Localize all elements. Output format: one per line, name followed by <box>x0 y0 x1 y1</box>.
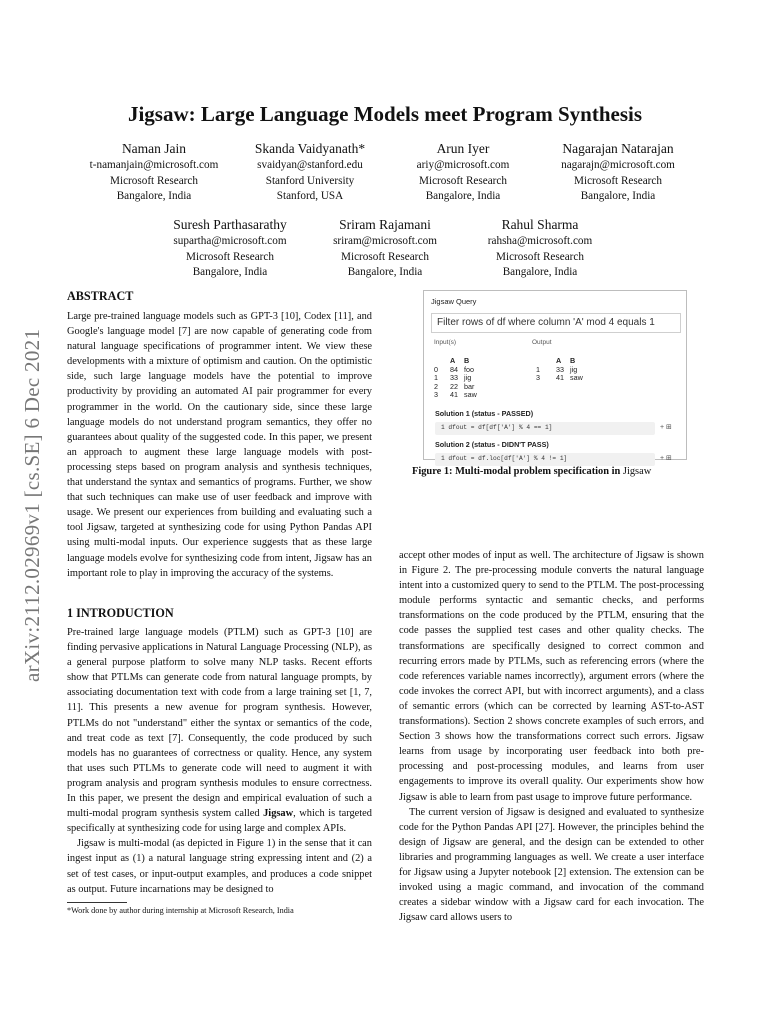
footnote-rule <box>67 902 127 903</box>
author-block <box>300 216 470 281</box>
solution-2-title: Solution 2 (status - DIDN'T PASS) <box>435 440 549 449</box>
table-cell: 3 <box>536 373 540 383</box>
author-block <box>145 216 315 281</box>
table-header: A <box>450 356 456 365</box>
author-location: Bangalore, India <box>347 266 423 278</box>
author-email: ariy@microsoft.com <box>416 159 510 171</box>
table-row <box>434 366 483 375</box>
table-cell: jig <box>464 373 472 383</box>
table-cell: 1 <box>434 373 438 383</box>
table-cell: 41 <box>556 373 564 383</box>
table-header: A <box>556 356 562 365</box>
table-cell: saw <box>570 373 583 383</box>
right-paragraph-1: accept other modes of input as well. The architecture of Jigsaw is shown in Figure 2. The pre-processing module converts the natural language intent into a customized query to send to the PTLM. The post-processing module performs syntactic and semantic checks, and performs transformations on the code produced by the PTLM, ensuring that the code passes the supplied test cases and other quality checks. The transformations are specifically designed to correct common and recurring errors made by PTLMs, such as referencing errors (where the code references variable names incorrectly), argument errors (where the code invokes the correct API, but with incorrect arguments), and a class of semantic errors (which can be corrected by learning AST-to-AST transformations). Section 2 shows concrete examples of such errors, and Section 3 shows how the transformations correct such errors. Jigsaw learns from usage by incorporating user feedback into both pre-processing and post-processing modules, and learns from user engagements to improve its overall quality. Our experiments show how Jigsaw is able to learn from past usage to improve future performance. <box>399 550 704 803</box>
table-cell: 0 <box>434 364 438 374</box>
inputs-label: Input(s) <box>434 339 457 346</box>
table-cell: bar <box>464 381 475 391</box>
author-location: Bangalore, India <box>580 190 656 202</box>
abstract-text: Large pre-trained language models such as GPT-3 [10], Codex [11], and Google's language model [7] are now capable of generating code from natural language specifications of programmer intent. We view these developments with a mixture of optimism and caution. On the optimistic side, such large language models have the potential to improve productivity by providing an automated AI pair programmer for every programmer in the world. On the cautionary side, since these large language models do not understand program semantics, they offer no guarantees about quality of the suggested code. In this paper, we present an approach to augment these large language models with post-processing steps based on program analysis and synthesis techniques, that understand the syntax and semantics of programs. Further, we show that such techniques can make use of user feedback and improve with usage. We present our experiences from building and evaluating such a tool Jigsaw, targeted at synthesizing code for using Python Pandas API using multi-modal inputs. Our experience suggests that as these large language models evolve for synthesizing code from intent, Jigsaw has an important role to play in improving the accuracy of the systems. <box>67 311 372 579</box>
table-cell: 2 <box>434 381 438 391</box>
author-name: Arun Iyer <box>436 141 490 156</box>
arxiv-identifier: arXiv:2112.02969v1 [cs.SE] 6 Dec 2021 <box>20 328 44 682</box>
author-location: Bangalore, India <box>502 266 578 278</box>
table-cell: 33 <box>556 364 564 374</box>
solution-1-title: Solution 1 (status - PASSED) <box>435 409 534 418</box>
solution-1-code: 1 dfout = df[df['A'] % 4 == 1] <box>441 424 553 431</box>
table-cell: foo <box>464 364 474 374</box>
author-affiliation: Microsoft Research <box>419 174 507 187</box>
intro-paragraph-2: Jigsaw is multi-modal (as depicted in Figure 1) in the sense that it can ingest input as (1) a natural language string expressing intent and (2) a set of test cases, or input-output examples, and produces a code snippet as output. Future incarnations may be designed to <box>67 838 372 895</box>
author-location: Bangalore, India <box>192 266 268 278</box>
intro-paragraph-1 <box>67 625 372 836</box>
author-affiliation: Microsoft Research <box>574 174 662 187</box>
author-block <box>69 140 239 205</box>
author-name: Suresh Parthasarathy <box>173 217 287 232</box>
query-text: Filter rows of df where column 'A' mod 4 equals 1 <box>437 317 655 328</box>
author-affiliation: Microsoft Research <box>496 250 584 263</box>
author-name: Rahul Sharma <box>501 217 579 232</box>
author-name: Skanda Vaidyanath* <box>254 141 366 156</box>
output-label: Output <box>532 339 552 346</box>
author-name: Naman Jain <box>121 141 187 156</box>
table-row <box>536 374 589 383</box>
figure-1-caption <box>412 466 651 477</box>
author-email: rahsha@microsoft.com <box>487 235 593 247</box>
author-affiliation: Stanford University <box>265 174 355 187</box>
output-table <box>536 357 589 383</box>
author-email: t-namanjain@microsoft.com <box>89 159 219 171</box>
solution-2-code: 1 dfout = df.loc[df['A'] % 4 != 1] <box>441 455 568 462</box>
intro-text: , which is targeted specifically at synthesizing code for using large and complex APIs. <box>67 808 372 835</box>
right-column-body <box>399 548 704 925</box>
solution-2-code-cell[interactable] <box>435 453 655 466</box>
abstract-heading: ABSTRACT <box>67 289 134 303</box>
footnote: *Work done by author during internship at Microsoft Research, India <box>67 906 294 915</box>
paper-title: Jigsaw: Large Language Models meet Program Synthesis <box>127 102 643 126</box>
solution-1-actions[interactable]: + ⊞ <box>660 424 672 431</box>
table-cell: 33 <box>450 373 458 383</box>
table-cell: 1 <box>536 364 540 374</box>
author-email: svaidyan@stanford.edu <box>257 159 363 171</box>
caption-label: Figure 1: Multi-modal problem specification in <box>412 466 621 477</box>
author-email: sriram@microsoft.com <box>333 235 437 247</box>
query-input[interactable] <box>431 313 681 333</box>
author-location: Stanford, USA <box>276 190 344 202</box>
table-header: B <box>570 356 576 365</box>
table-header-row <box>434 357 483 366</box>
solution-2-actions[interactable]: + ⊞ <box>660 455 672 462</box>
table-cell: 84 <box>450 364 458 374</box>
solution-1-code-cell[interactable] <box>435 422 655 435</box>
author-affiliation: Microsoft Research <box>110 174 198 187</box>
abstract-body <box>67 309 372 581</box>
author-affiliation: Microsoft Research <box>341 250 429 263</box>
author-email: nagarajn@microsoft.com <box>561 159 675 171</box>
author-block <box>225 140 395 205</box>
caption-tool: Jigsaw <box>622 466 652 477</box>
table-cell: 41 <box>450 390 458 400</box>
author-name: Sriram Rajamani <box>339 217 431 232</box>
intro-tool-name: Jigsaw <box>263 808 294 820</box>
table-cell: saw <box>464 390 477 400</box>
table-row <box>434 374 483 383</box>
introduction-body <box>67 625 372 897</box>
author-block <box>378 140 548 205</box>
right-paragraph-2: The current version of Jigsaw is designed and evaluated to synthesize code for the Python Pandas API [27]. However, the principles behind the design of Jigsaw are general, and the design can be extended to other libraries and programming languages as well. We create a user interface for Jigsaw using a Jupyter notebook [2] extension. The extension can be invoked using a magic command, and invocation of the command creates a sidebar window with a Jigsaw card for each invocation. The Jigsaw card allows users to <box>399 806 704 924</box>
author-block <box>455 216 625 281</box>
query-label: Jigsaw Query <box>431 297 477 306</box>
introduction-heading: 1 INTRODUCTION <box>67 606 174 620</box>
table-cell: 22 <box>450 381 458 391</box>
author-email: supartha@microsoft.com <box>173 235 287 247</box>
input-table <box>434 357 483 400</box>
author-name: Nagarajan Natarajan <box>562 141 674 156</box>
table-row <box>434 391 483 400</box>
intro-text: Pre-trained large language models (PTLM) such as GPT-3 [10] are finding pervasive applications in Natural Language Processing (NLP), as a general purpose platform to solve many NLP tasks. Recent efforts show that PTLMs can generate code from natural language prompts, by associating documentation text with code from a large training set [1, 7, 11]. This presents a new avenue for program synthesis. However, PTLMs do not "understand" either the syntax or semantics of the code, and treat code as text [7]. Consequently, the code produced by such models has no guarantees of correctness or quality. Hence, any system that uses such PTLMs to generate code will need to augment it with program analysis and program synthesis modules to ensure correctness. In this paper, we present the design and empirical evaluation of such a multi-modal program synthesis system called <box>67 627 372 820</box>
table-header: B <box>464 356 470 365</box>
author-affiliation: Microsoft Research <box>186 250 274 263</box>
table-cell: 3 <box>434 390 438 400</box>
figure-1-jigsaw-card <box>423 290 687 460</box>
author-block <box>533 140 703 205</box>
author-location: Bangalore, India <box>425 190 501 202</box>
table-cell: jig <box>570 364 578 374</box>
author-location: Bangalore, India <box>116 190 192 202</box>
